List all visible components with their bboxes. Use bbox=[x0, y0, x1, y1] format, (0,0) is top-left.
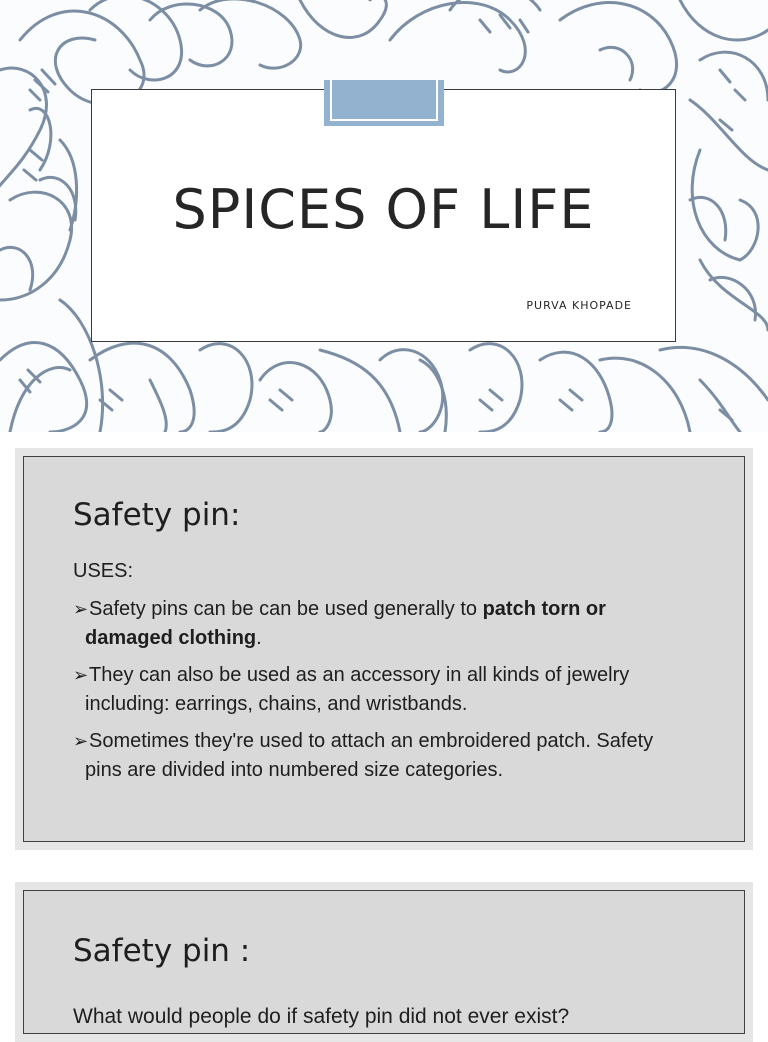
arrow-bullet-icon: ➢ bbox=[73, 599, 89, 620]
list-item bbox=[73, 727, 693, 785]
title-accent-tab bbox=[324, 80, 444, 126]
bullet-list bbox=[73, 595, 693, 793]
bullet-text-bold: patch torn or damaged clothing bbox=[85, 598, 606, 649]
title-slide bbox=[0, 0, 768, 432]
list-item bbox=[73, 661, 693, 719]
arrow-bullet-icon: ➢ bbox=[73, 665, 89, 686]
uses-label: USES: bbox=[73, 560, 134, 582]
bullet-text-plain: Safety pins can be can be used generally to bbox=[89, 598, 483, 620]
arrow-bullet-icon: ➢ bbox=[73, 731, 89, 752]
slide-content-area bbox=[23, 890, 745, 1034]
list-item bbox=[73, 595, 693, 653]
question-text: What would people do if safety pin did not ever exist? bbox=[73, 1005, 570, 1028]
slide-safety-pin-uses bbox=[15, 448, 753, 850]
slide-author: PURVA KHOPADE bbox=[526, 299, 632, 312]
slide-safety-pin-question bbox=[15, 882, 753, 1042]
slide-heading: Safety pin : bbox=[73, 933, 251, 969]
slide-heading: Safety pin: bbox=[73, 497, 241, 533]
bullet-text: They can also be used as an accessory in all kinds of jewelry including: earrings, chains, and wristbands. bbox=[85, 664, 630, 715]
bullet-text: Sometimes they're used to attach an embroidered patch. Safety pins are divided into numbered size categories. bbox=[85, 730, 654, 781]
bullet-text-end: . bbox=[256, 627, 262, 649]
slide-title: SPICES OF LIFE bbox=[172, 178, 595, 241]
slide-content-area bbox=[23, 456, 745, 842]
bullet-text bbox=[85, 598, 606, 649]
